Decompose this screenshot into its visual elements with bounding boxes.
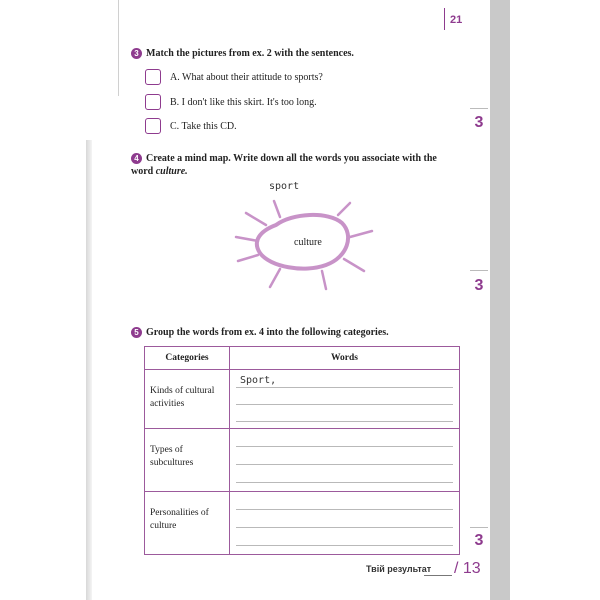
mind-map-ray (274, 201, 280, 217)
option-text: B. I don't like this skirt. It's too long. (170, 96, 317, 108)
result-total: / 13 (454, 560, 481, 577)
task-5-heading (131, 327, 389, 338)
header-categories: Categories (145, 347, 230, 370)
task-4-title: Create a mind map. Write down all the words you associate with the word (131, 153, 437, 177)
handwritten-answer: Sport, (240, 375, 277, 386)
words-cell[interactable] (230, 429, 460, 492)
answer-line (236, 527, 453, 528)
words-cell[interactable] (230, 370, 460, 429)
table-row (145, 429, 460, 492)
task-3-heading (131, 48, 354, 59)
task-4-heading (131, 152, 456, 178)
answer-line (236, 446, 453, 447)
category-label: Types of subcultures (150, 445, 194, 468)
task-3-option-a[interactable] (145, 69, 323, 85)
page-side-strip (490, 0, 510, 600)
categories-table (144, 346, 460, 555)
result-label: Твій результат (366, 564, 432, 574)
task-4-number: 4 (131, 153, 142, 164)
table-row (145, 370, 460, 429)
handwritten-sport: sport (269, 181, 300, 192)
task-3-title: Match the pictures from ex. 2 with the sentences. (146, 48, 354, 59)
category-cell (145, 429, 230, 492)
table-header-row (145, 347, 460, 370)
task-3-number: 3 (131, 48, 142, 59)
mind-map-ray (338, 203, 350, 215)
checkbox[interactable] (145, 69, 161, 85)
header-words: Words (230, 347, 460, 370)
mind-map-ray (270, 269, 280, 287)
task-3-score: 3 (474, 114, 484, 131)
option-text: C. Take this CD. (170, 120, 237, 132)
result-blank[interactable] (424, 575, 452, 576)
task-5-score: 3 (474, 532, 484, 549)
mind-map-ray (322, 271, 326, 289)
task-3-option-b[interactable] (145, 94, 317, 110)
answer-line (236, 421, 453, 422)
answer-line (236, 545, 453, 546)
category-cell (145, 370, 230, 429)
category-label: Personalities of culture (150, 508, 209, 531)
task-4-score: 3 (474, 277, 484, 294)
words-cell[interactable] (230, 492, 460, 555)
answer-line (236, 464, 453, 465)
task-4-title-word: culture. (155, 166, 188, 177)
mind-map-ray (344, 259, 364, 271)
score-divider (470, 527, 488, 528)
page-number-divider (444, 8, 445, 30)
mind-map-center-word: culture (294, 237, 322, 248)
mind-map-ray (246, 213, 266, 225)
table-row (145, 492, 460, 555)
page-number: 21 (450, 14, 463, 26)
task-5-title: Group the words from ex. 4 into the following categories. (146, 327, 389, 338)
category-label: Kinds of cultural activities (150, 386, 215, 409)
mind-map-ray (238, 255, 258, 261)
answer-line (236, 509, 453, 510)
task-3-option-c[interactable] (145, 118, 237, 134)
category-cell (145, 492, 230, 555)
answer-line (236, 482, 453, 483)
answer-line (236, 404, 453, 405)
score-divider (470, 108, 488, 109)
score-margin (470, 0, 490, 600)
task-5-number: 5 (131, 327, 142, 338)
previous-page-edge (118, 0, 119, 96)
mind-map-ray (350, 231, 372, 237)
checkbox[interactable] (145, 94, 161, 110)
checkbox[interactable] (145, 118, 161, 134)
mind-map-ray (236, 237, 258, 241)
answer-line (236, 387, 453, 388)
score-divider (470, 270, 488, 271)
option-text: A. What about their attitude to sports? (170, 71, 323, 83)
